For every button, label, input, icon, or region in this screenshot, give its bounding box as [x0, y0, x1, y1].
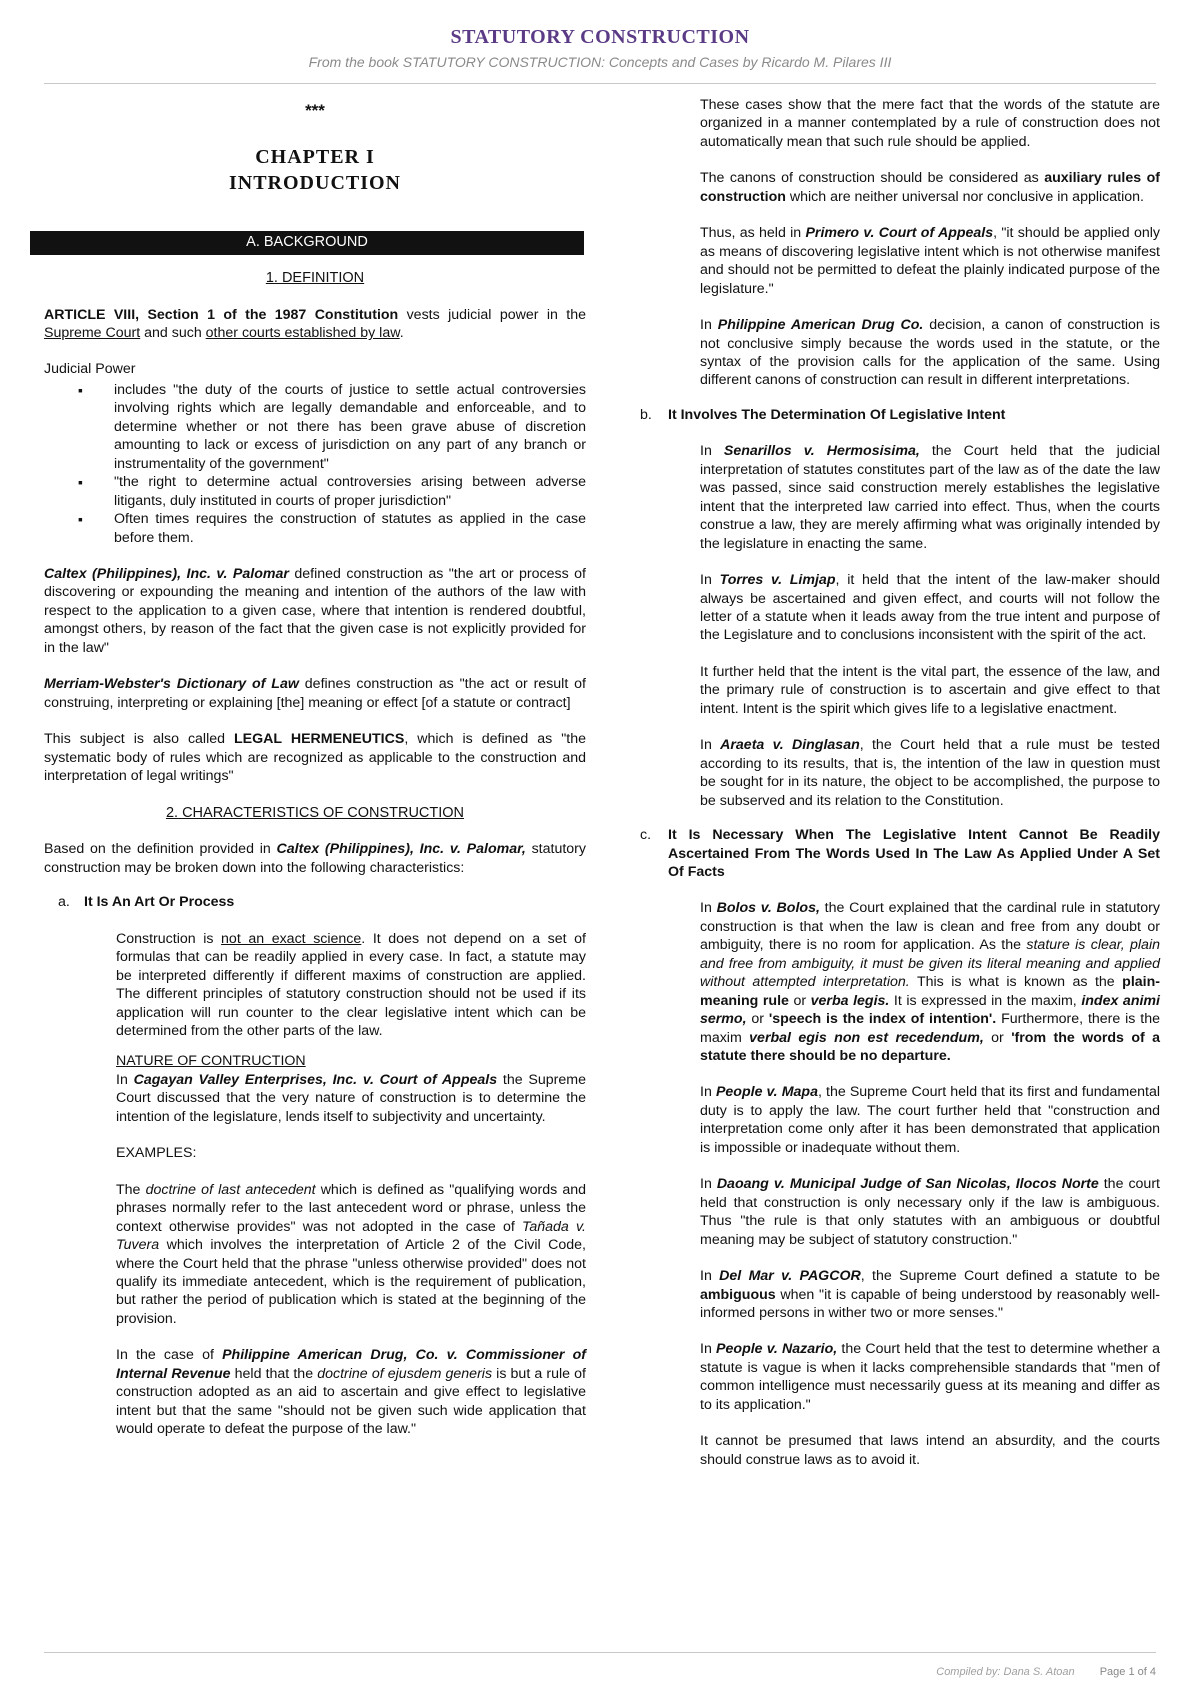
- examples-label: EXAMPLES:: [116, 1145, 197, 1162]
- item-b-heading: b. It Involves The Determination Of Legislative Intent: [640, 406, 1006, 423]
- nazario-paragraph: In People v. Nazario, the Court held that the test to determine whether a statute is vague is when it lacks comprehensible standards that "men of common intelligence must necessarily guess at its meaning and differ as to its application.": [700, 1341, 1160, 1413]
- merriam-paragraph: Merriam-Webster's Dictionary of Law defines construction as "the act or result of construing, interpreting or explaining [the] meaning or effect [of a statute or contract]: [44, 676, 586, 711]
- item-a-heading: a. It Is An Art Or Process: [58, 894, 235, 911]
- compiled-by: Compiled by: Dana S. Atoan: [936, 1666, 1075, 1678]
- nature-heading: NATURE OF CONTRUCTION: [116, 1053, 306, 1070]
- example-2-paragraph: In the case of Philippine American Drug, Co. v. Commissioner of Internal Revenue held that the doctrine of ejusdem generis is but a rule of construction adopted as an aid to ascertain and give effect to legislative intent but that the same "should not be given such wide application that would operate to defeat the purpose of the law.": [116, 1347, 586, 1438]
- caltex-paragraph: Caltex (Philippines), Inc. v. Palomar defined construction as "the art or process of discovering or expounding the meaning and intention of the authors of the law with respect to the application to a given case, where that intention is rendered doubtful, amongst others, by reason of the fact that the given case is not explicitly provided for in the law": [44, 566, 586, 656]
- left-column: [44, 100, 586, 1439]
- right-column: [640, 97, 1161, 1469]
- section-stars: ***: [305, 101, 325, 120]
- item-c-heading: c. It Is Necessary When The Legislative Intent Cannot Be Readily Ascertained From The Words Used In The Law As Applied Under A Set Of Facts: [640, 827, 1160, 880]
- page-footer: [936, 1665, 1156, 1679]
- judicial-power-label: Judicial Power: [44, 361, 136, 378]
- footer-divider: [44, 1652, 1156, 1653]
- document-subtitle: From the book STATUTORY CONSTRUCTION: Concepts and Cases by Ricardo M. Pilares III: [308, 54, 892, 70]
- art-process-paragraph: Construction is not an exact science. It does not depend on a set of formulas that can be readily applied in every case. In fact, a statute may be interpreted differently if different maxims of construction are applied. The different principles of statutory construction should not be used if its application will run counter to the clear legislative intent which can be determined from the other parts of the law.: [116, 930, 586, 1039]
- header-divider: [44, 83, 1156, 84]
- judicial-power-list: [78, 381, 586, 547]
- araeta-paragraph: In Araeta v. Dinglasan, the Court held that a rule must be tested according to its results, that is, the intention of the law in question must be sought for in its nature, the object to be accomplished, the purpose to be subserved and its relation to the Constitution.: [700, 737, 1160, 809]
- article-paragraph: ARTICLE VIII, Section 1 of the 1987 Constitution vests judicial power in the Supreme Court and such other courts established by law.: [44, 306, 586, 342]
- document-title: STATUTORY CONSTRUCTION: [450, 26, 750, 48]
- list-item: ▪ Often times requires the construction of statutes as applied in the case before them.: [78, 510, 586, 547]
- section-heading-background: A. BACKGROUND: [30, 231, 584, 255]
- daoang-paragraph: In Daoang v. Municipal Judge of San Nicolas, Ilocos Norte the court held that construction is only necessary only if the law is ambiguous. Thus "the rule is that only statutes with an ambiguous or doubtful meaning may be subject of statutory construction.": [700, 1176, 1160, 1248]
- hermeneutics-paragraph: This subject is also called LEGAL HERMENEUTICS, which is defined as "the systematic body of rules which are recognized as applicable to the construction and interpretation of legal writings": [44, 731, 586, 785]
- page-header: [0, 24, 1200, 71]
- page-number: Page 1 of 4: [1099, 1666, 1156, 1678]
- list-item: ▪ includes "the duty of the courts of justice to settle actual controversies involving rights which are legally demandable and enforceable, and to determine whether or not there has been grave abuse of discretion amounting to lack or excess of jurisdiction on any part of any branch or instrumentality of the government": [78, 381, 586, 473]
- mapa-paragraph: In People v. Mapa, the Supreme Court held that its first and fundamental duty is to apply the law. The court further held that "construction and interpretation come only after it has been demonstrated that application is impossible or inadequate without them.: [700, 1084, 1161, 1156]
- canons-paragraph: The canons of construction should be considered as auxiliary rules of construction which are neither universal nor conclusive in application.: [700, 170, 1160, 205]
- chapter-heading: [44, 144, 586, 197]
- del-mar-paragraph: In Del Mar v. PAGCOR, the Supreme Court defined a statute to be ambiguous when "it is capable of being understood by reasonably well-informed persons in wither two or more senses.": [700, 1268, 1160, 1322]
- primero-paragraph: Thus, as held in Primero v. Court of Appeals, "it should be applied only as means of discovering legislative intent which is not otherwise manifest and should not be permitted to defeat the plainly indicated purpose of the legislature.": [700, 225, 1160, 297]
- example-1-paragraph: The doctrine of last antecedent which is defined as "qualifying words and phrases normally refer to the last antecedent word or phrase, unless the context otherwise provides" was not adopted in the case of Tañada v. Tuvera which involves the interpretation of Article 2 of the Civil Code, where the Court held that the phrase "unless otherwise provided" does not qualify its immediate antecedent, which is the requirement of publication, but rather the period of publication which is stated at the beginning of the provision.: [116, 1181, 587, 1327]
- intent-paragraph: It further held that the intent is the vital part, the essence of the law, and the primary rule of construction is to ascertain and give effect to that intent. Intent is the spirit which gives life to a legislative enactment.: [700, 663, 1160, 717]
- chapter-number: CHAPTER I: [255, 146, 375, 169]
- list-item: ▪ "the right to determine actual controversies arising between adverse litigants, duly instituted in courts of proper jurisdiction": [78, 473, 586, 510]
- phil-american-drug-paragraph: In Philippine American Drug Co. decision, a canon of construction is not conclusive simply because the words used in the statute, or the syntax of the provision calls for the application of the same. Using different canons of construction can result in different interpretations.: [700, 317, 1160, 389]
- based-paragraph: Based on the definition provided in Caltex (Philippines), Inc. v. Palomar, statutory construction may be broken down into the following characteristics:: [44, 841, 586, 876]
- subheading-definition: 1. DEFINITION: [265, 269, 365, 286]
- bolos-paragraph: In Bolos v. Bolos, the Court explained that the cardinal rule in statutory construction is that when the law is clean and free from any doubt or ambiguity, there is no room for application. As the stature is clear, plain and free from ambiguity, it must be given its literal meaning and applied without attempted interpretation. This is what is known as the plain-meaning rule or verba legis. It is expressed in the maxim, index animi sermo, or 'speech is the index of intention'. Furthermore, there is the maxim verbal egis non est recedendum, or 'from the words of a statute there should be no departure.: [700, 900, 1161, 1065]
- absurdity-paragraph: It cannot be presumed that laws intend an absurdity, and the courts should construe laws as to avoid it.: [700, 1433, 1160, 1468]
- subheading-characteristics: 2. CHARACTERISTICS OF CONSTRUCTION: [165, 804, 465, 821]
- cases-show-paragraph: These cases show that the mere fact that the words of the statute are organized in a manner contemplated by a rule of construction does not automatically mean that such rule should be applied.: [700, 97, 1160, 150]
- torres-paragraph: In Torres v. Limjap, it held that the intent of the law-maker should always be ascertained and given effect, and courts will not follow the letter of a statute when it leads away from the true intent and purpose of the Legislature and to conclusions inconsistent with the spirit of the act.: [700, 572, 1160, 644]
- senarillos-paragraph: In Senarillos v. Hermosisima, the Court held that the judicial interpretation of statutes constitutes part of the law as of the date the law was passed, since said construction merely establishes the legislative intent that the interpreted law carried into effect. Thus, when the courts construe a law, they are merely affirming what was originally intended by the legislature in enacting the same.: [700, 443, 1160, 552]
- nature-paragraph: In Cagayan Valley Enterprises, Inc. v. Court of Appeals the Supreme Court discussed that the very nature of construction is to determine the intention of the legislature, lends itself to subjectivity and uncertainty.: [116, 1071, 586, 1125]
- chapter-title: INTRODUCTION: [228, 172, 402, 195]
